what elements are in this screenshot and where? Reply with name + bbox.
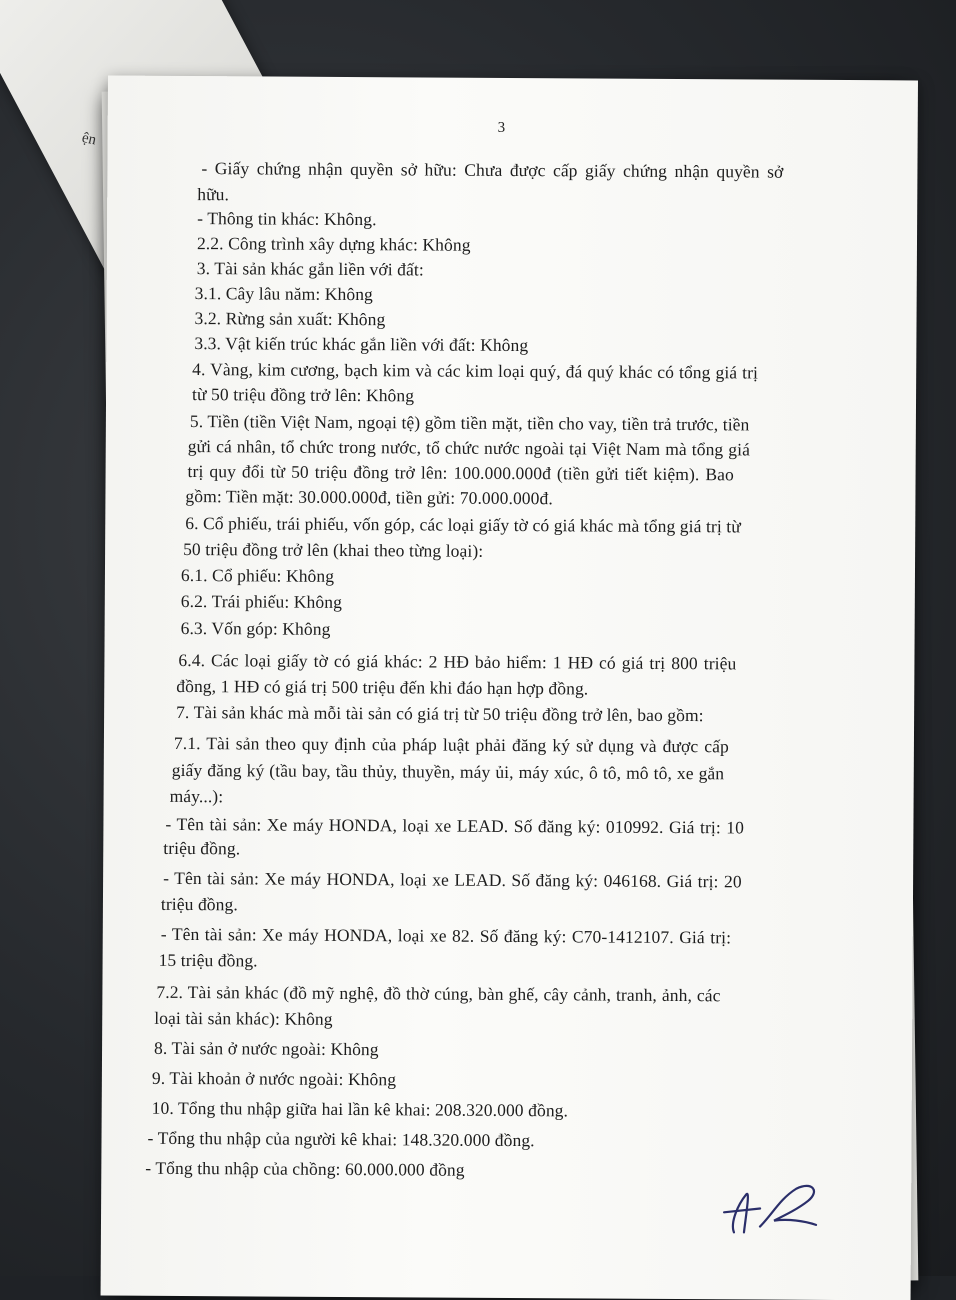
text-line: - Thông tin khác: Không.: [197, 208, 377, 230]
text-line: 15 triệu đồng.: [158, 949, 258, 971]
text-line: gửi cá nhân, tổ chức trong nước, tổ chức nước ngoài tại Việt Nam mà tổng giá: [187, 436, 751, 460]
text-line: 7.1. Tài sản theo quy định của pháp luật phải đăng ký sử dụng và được cấp: [173, 732, 729, 757]
text-line: 6.2. Trái phiếu: Không: [180, 590, 343, 612]
text-line: 6.3. Vốn góp: Không: [180, 617, 331, 639]
signature: [716, 1174, 826, 1245]
text-line: - Tổng thu nhập của người kê khai: 148.320.000 đồng.: [147, 1127, 535, 1151]
text-line: - Tổng thu nhập của chồng: 60.000.000 đồng: [145, 1157, 465, 1180]
text-line: - Tên tài sản: Xe máy HONDA, loại xe LEAD. Số đăng ký: 010992. Giá trị: 10: [165, 813, 745, 838]
text-line: - Tên tài sản: Xe máy HONDA, loại xe 82. Số đăng ký: C70-1412107. Giá trị:: [160, 923, 732, 948]
text-line: từ 50 triệu đồng trở lên: Không: [192, 384, 415, 406]
text-line: giấy đăng ký (tầu bay, tầu thủy, thuyền, máy ủi, máy xúc, ô tô, mô tô, xe gắn: [171, 759, 725, 784]
text-line: 6. Cổ phiếu, trái phiếu, vốn góp, các loại giấy tờ có giá khác mà tổng giá trị từ: [185, 513, 741, 537]
text-line: 3.1. Cây lâu năm: Không: [194, 283, 373, 305]
text-line: 6.1. Cổ phiếu: Không: [180, 564, 335, 586]
text-line: 3.2. Rừng sản xuất: Không: [194, 308, 386, 330]
text-line: 7.2. Tài sản khác (đồ mỹ nghệ, đồ thờ cúng, bàn ghế, cây cảnh, tranh, ảnh, các: [156, 981, 721, 1006]
text-line: 7. Tài sản khác mà mỗi tài sản có giá trị từ 50 triệu đồng trở lên, bao gồm:: [176, 701, 704, 726]
text-line: 4. Vàng, kim cương, bạch kim và các kim loại quý, đá quý khác có tổng giá trị: [192, 359, 759, 383]
text-line: 3.3. Vật kiến trúc khác gắn liền với đất: Không: [194, 333, 529, 356]
document-page: [101, 76, 918, 1300]
text-line: máy...):: [169, 785, 224, 807]
text-line: 6.4. Các loại giấy tờ có giá khác: 2 HĐ bảo hiểm: 1 HĐ có giá trị 800 triệu: [178, 649, 737, 674]
text-line: gồm: Tiền mặt: 30.000.000đ, tiền gửi: 70.000.000đ.: [185, 486, 553, 509]
text-line: hữu.: [197, 184, 230, 205]
page-number: 3: [497, 119, 506, 136]
text-line: trị quy đổi từ 50 triệu đồng trở lên: 100.000.000đ (tiền gửi tiết kiệm). Bao: [187, 461, 734, 485]
text-line: 2.2. Công trình xây dựng khác: Không: [196, 233, 471, 255]
text-line: triệu đồng.: [160, 893, 238, 915]
text-line: - Tên tài sản: Xe máy HONDA, loại xe LEAD. Số đăng ký: 046168. Giá trị: 20: [163, 867, 742, 892]
text-line: - Giấy chứng nhận quyền sở hữu: Chưa được cấp giấy chứng nhận quyền sở: [201, 158, 784, 182]
text-line: 10. Tổng thu nhập giữa hai lần kê khai: 208.320.000 đồng.: [151, 1097, 569, 1121]
text-line: 9. Tài khoản ở nước ngoài: Không: [151, 1067, 397, 1090]
text-line: 3. Tài sản khác gắn liền với đất:: [196, 258, 424, 280]
text-line: 8. Tài sản ở nước ngoài: Không: [154, 1037, 379, 1060]
text-line: đồng, 1 HĐ có giá trị 500 triệu đến khi đáo hạn hợp đồng.: [176, 675, 589, 699]
text-line: loại tài sản khác): Không: [154, 1007, 333, 1029]
text-line: triệu đồng.: [163, 837, 241, 859]
text-line: 50 triệu đồng trở lên (khai theo từng loại):: [183, 538, 484, 561]
text-line: 5. Tiền (tiền Việt Nam, ngoại tệ) gồm tiền mặt, tiền cho vay, tiền trả trước, tiền: [189, 411, 750, 435]
underlying-sheet-text: ện: [80, 129, 98, 149]
